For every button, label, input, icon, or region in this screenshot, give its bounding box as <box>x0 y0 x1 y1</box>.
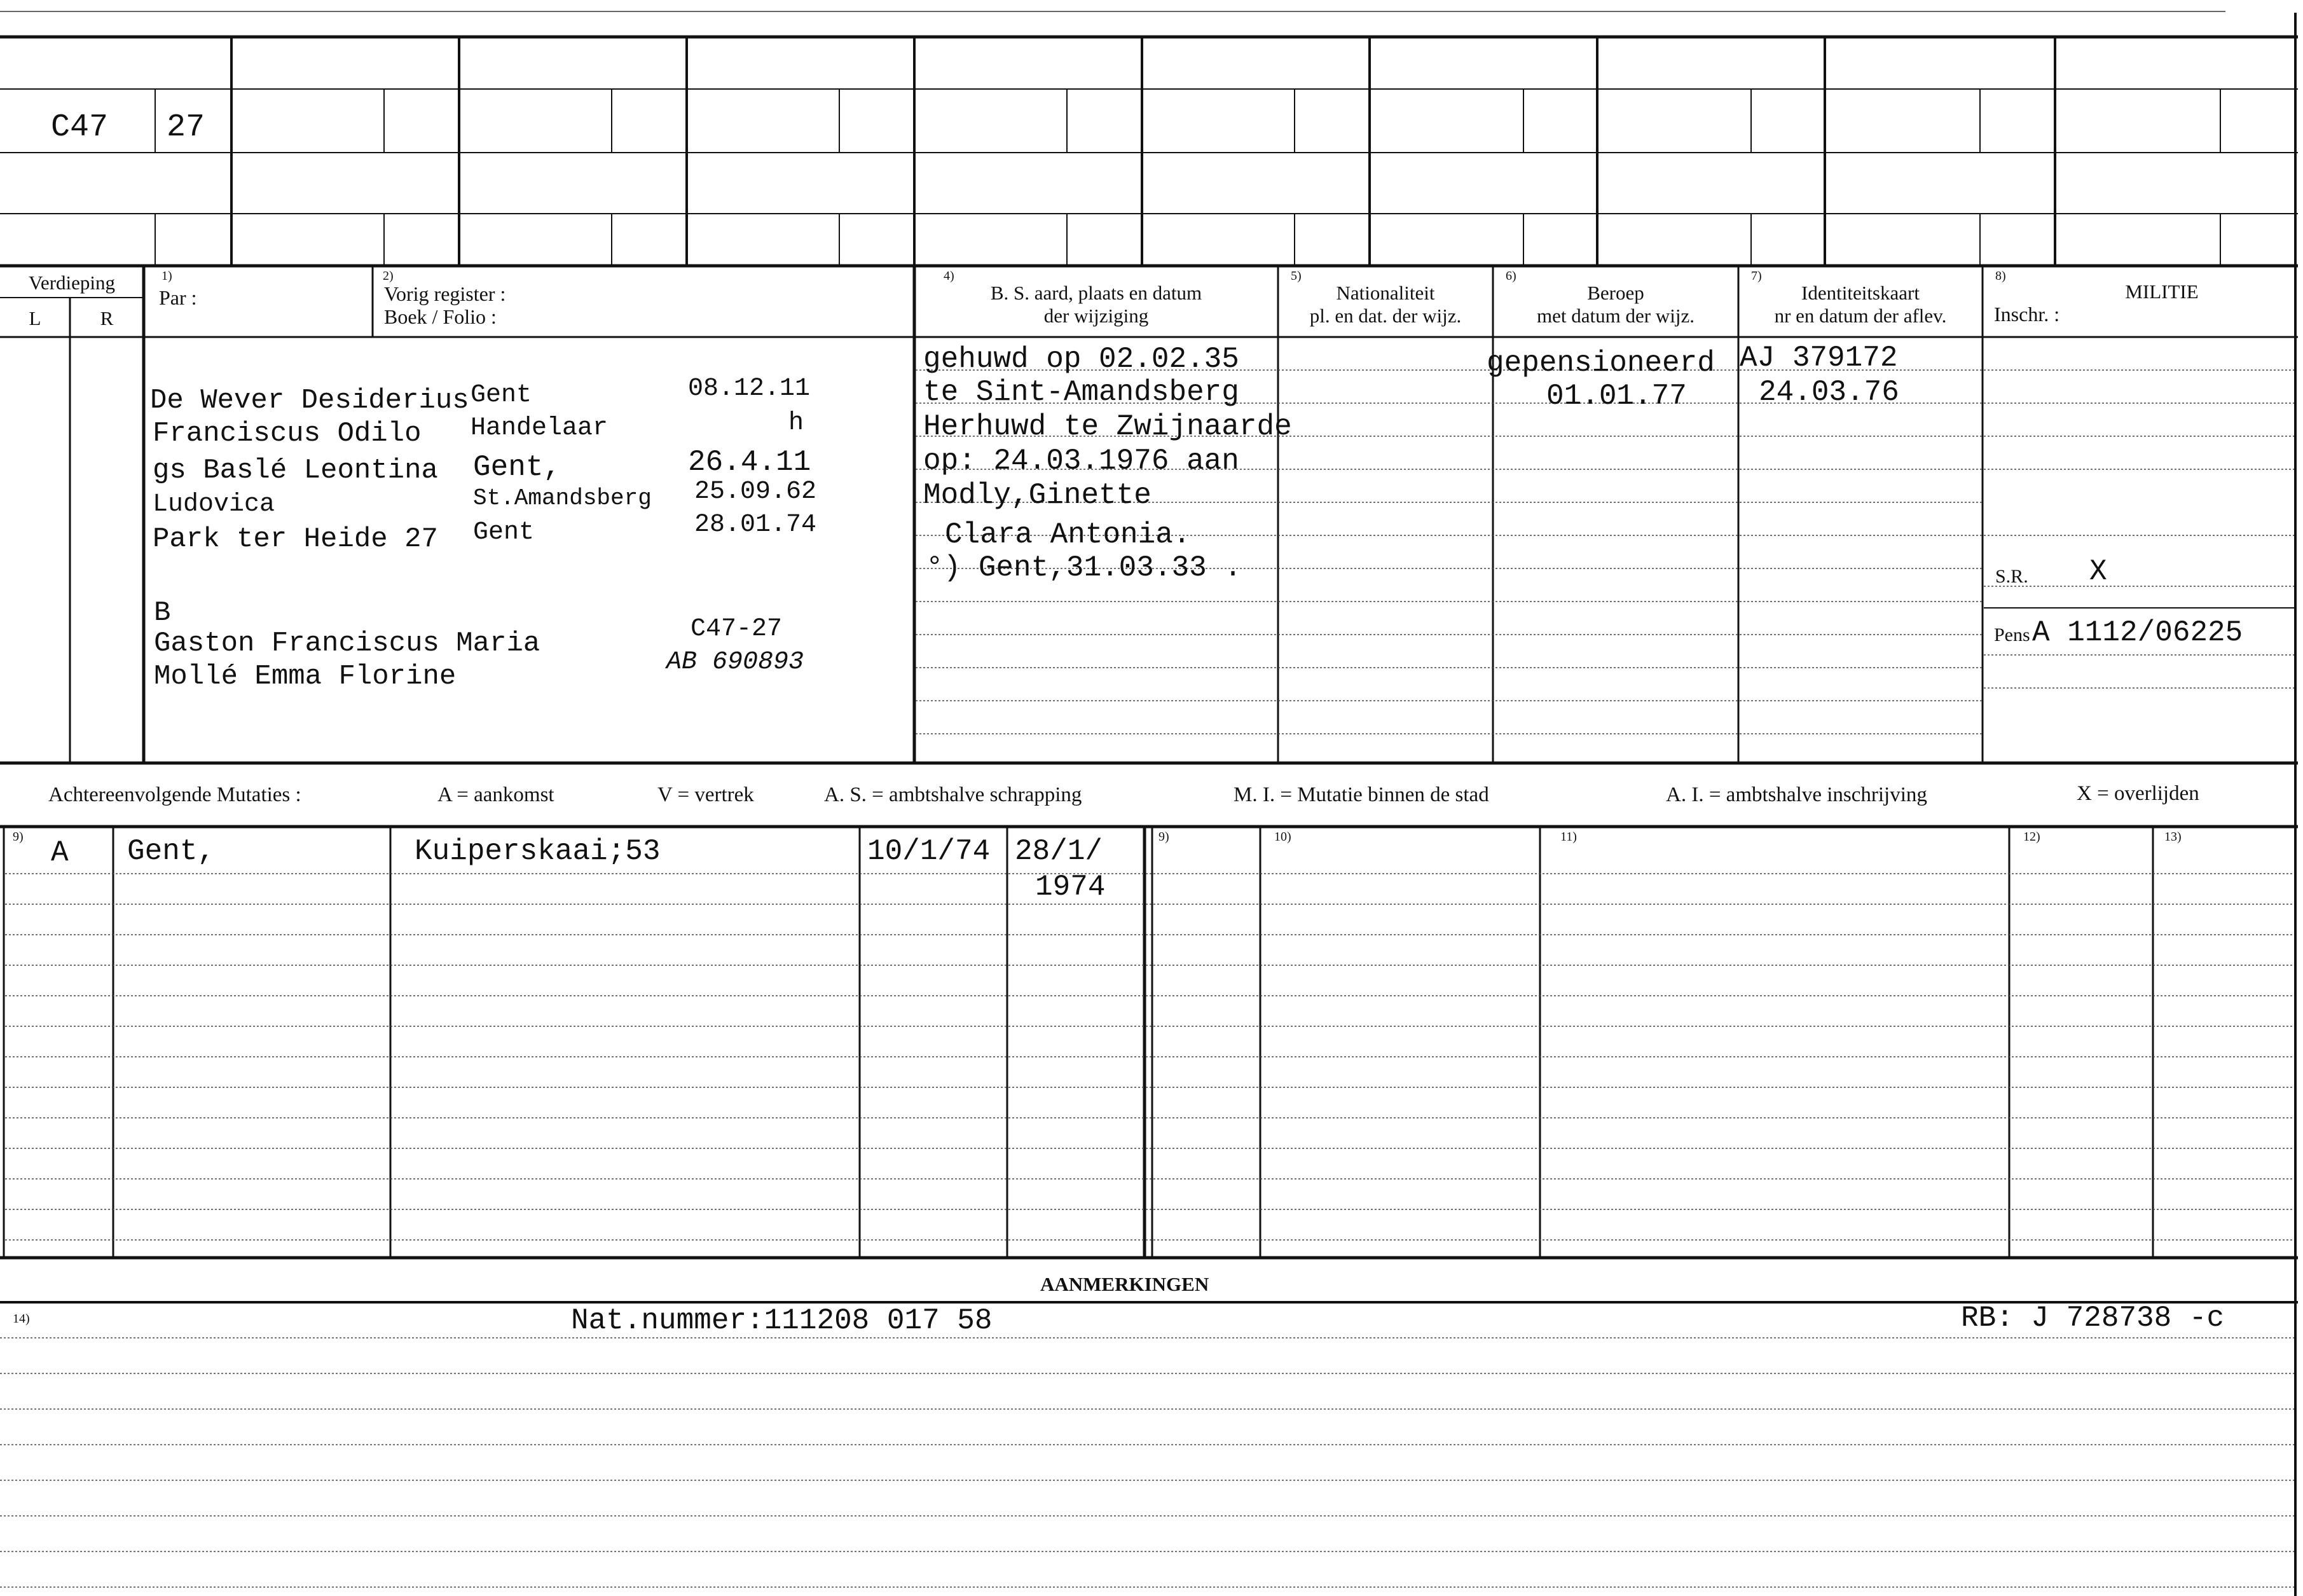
militie-sr-label: S.R. <box>1995 566 2028 587</box>
person-profession: Handelaar <box>471 414 608 443</box>
mutation-street: Kuiperskaai;53 <box>415 835 661 868</box>
header-left: L <box>29 307 41 329</box>
spouse-birth-place: Gent, <box>473 451 561 484</box>
civil-status-line-3: Herhuwd te Zwijnaarde <box>923 410 1292 443</box>
remarks-title: AANMERKINGEN <box>1040 1273 1209 1295</box>
header-militie: MILITIE <box>2125 280 2199 303</box>
mutation-city: Gent, <box>127 835 216 868</box>
header-number-1: 1) <box>162 269 172 283</box>
mutation-col-10: 10) <box>1274 830 1291 844</box>
legend-overlijden: X = overlijden <box>2077 782 2199 805</box>
header-verdieping: Verdieping <box>28 272 116 294</box>
civil-status-line-6: Clara Antonia. <box>945 518 1191 551</box>
mother-code: AB 690893 <box>666 648 804 677</box>
header-number-8: 8) <box>1995 269 2006 283</box>
header-inschr: Inschr. : <box>1994 303 2060 326</box>
mutation-col-11: 11) <box>1560 830 1577 844</box>
militie-pens-label: Pens <box>1994 624 2030 645</box>
block-code: C47 <box>51 109 109 146</box>
militie-pens-value: A 1112/06225 <box>2032 616 2243 649</box>
header-par: Par : <box>159 286 197 309</box>
address-city: Gent <box>473 518 535 547</box>
profession-date: 01.01.77 <box>1546 380 1687 413</box>
mutation-date-1: 10/1/74 <box>867 835 991 868</box>
header-bs-line1: B. S. aard, plaats en datum <box>990 282 1202 304</box>
header-number-7: 7) <box>1751 269 1762 283</box>
mutation-col-13: 13) <box>2164 830 2182 844</box>
civil-status-line-7: °) Gent,31.03.33 . <box>926 551 1242 584</box>
person-birth-place: Gent <box>471 381 532 409</box>
header-nationaliteit-sub: pl. en dat. der wijz. <box>1309 305 1462 327</box>
origin-date: 25.09.62 <box>694 478 817 506</box>
header-bs-line2: der wijziging <box>1043 305 1149 327</box>
header-number-4: 4) <box>944 269 954 283</box>
header-beroep: Beroep <box>1587 282 1644 304</box>
person-extra-mark: h <box>788 409 804 437</box>
identity-card-number: AJ 379172 <box>1740 341 1898 375</box>
person-birth-date: 08.12.11 <box>688 375 811 403</box>
militie-sr-value: X <box>2089 555 2107 588</box>
remarks-col-14: 14) <box>13 1312 30 1326</box>
header-identiteitskaart: Identiteitskaart <box>1801 282 1920 304</box>
father-name: Gaston Franciscus Maria <box>154 628 540 659</box>
mutation-date-2a: 28/1/ <box>1015 835 1103 868</box>
legend-title: Achtereenvolgende Mutaties : <box>48 783 301 806</box>
header-number-5: 5) <box>1291 269 1302 283</box>
person-name-1: De Wever Desiderius <box>150 385 469 416</box>
identity-card-date: 24.03.76 <box>1759 376 1899 409</box>
legend-ambtshalve-inschrijving: A. I. = ambtshalve inschrijving <box>1666 783 1927 806</box>
legend-vertrek: V = vertrek <box>657 783 754 806</box>
header-right: R <box>100 307 114 329</box>
civil-status-line-5: Modly,Ginette <box>923 479 1152 512</box>
header-vorig-register: Vorig register : <box>384 282 506 305</box>
spouse-birth-date: 26.4.11 <box>688 446 811 479</box>
legend-aankomst: A = aankomst <box>437 783 554 806</box>
mutation-col-9b: 9) <box>1158 830 1169 844</box>
mutation-type: A <box>51 836 69 869</box>
mutation-col-9: 9) <box>13 830 24 844</box>
spouse-name-2: Ludovica <box>153 490 275 519</box>
address-street: Park ter Heide 27 <box>153 523 438 555</box>
person-name-2: Franciscus Odilo <box>153 418 422 450</box>
national-number: Nat.nummer:111208 017 58 <box>571 1304 993 1337</box>
address-date: 28.01.74 <box>694 511 817 539</box>
header-boek-folio: Boek / Folio : <box>384 305 497 328</box>
father-code: C47-27 <box>691 615 783 643</box>
origin-place: St.Amandsberg <box>473 485 652 511</box>
header-number-2: 2) <box>383 269 394 283</box>
mother-name: Mollé Emma Florine <box>154 661 457 692</box>
civil-status-line-2: te Sint-Amandsberg <box>923 376 1239 409</box>
mutation-col-12: 12) <box>2023 830 2040 844</box>
profession-value: gepensioneerd <box>1487 347 1715 380</box>
legend-mutatie-binnen-stad: M. I. = Mutatie binnen de stad <box>1234 783 1489 806</box>
civil-status-line-1: gehuwd op 02.02.35 <box>923 343 1239 376</box>
house-number: 27 <box>167 109 205 146</box>
rb-number: RB: J 728738 -c <box>1961 1302 2225 1335</box>
header-nationaliteit: Nationaliteit <box>1336 282 1435 304</box>
civil-status-line-4: op: 24.03.1976 aan <box>923 444 1239 478</box>
parents-label: B <box>154 597 171 629</box>
header-beroep-sub: met datum der wijz. <box>1537 305 1695 327</box>
spouse-name-1: gs Baslé Leontina <box>153 455 438 486</box>
mutation-date-2b: 1974 <box>1035 870 1106 904</box>
legend-ambtshalve-schrapping: A. S. = ambtshalve schrapping <box>824 783 1082 806</box>
header-number-6: 6) <box>1506 269 1516 283</box>
header-identiteitskaart-sub: nr en datum der aflev. <box>1774 305 1947 327</box>
